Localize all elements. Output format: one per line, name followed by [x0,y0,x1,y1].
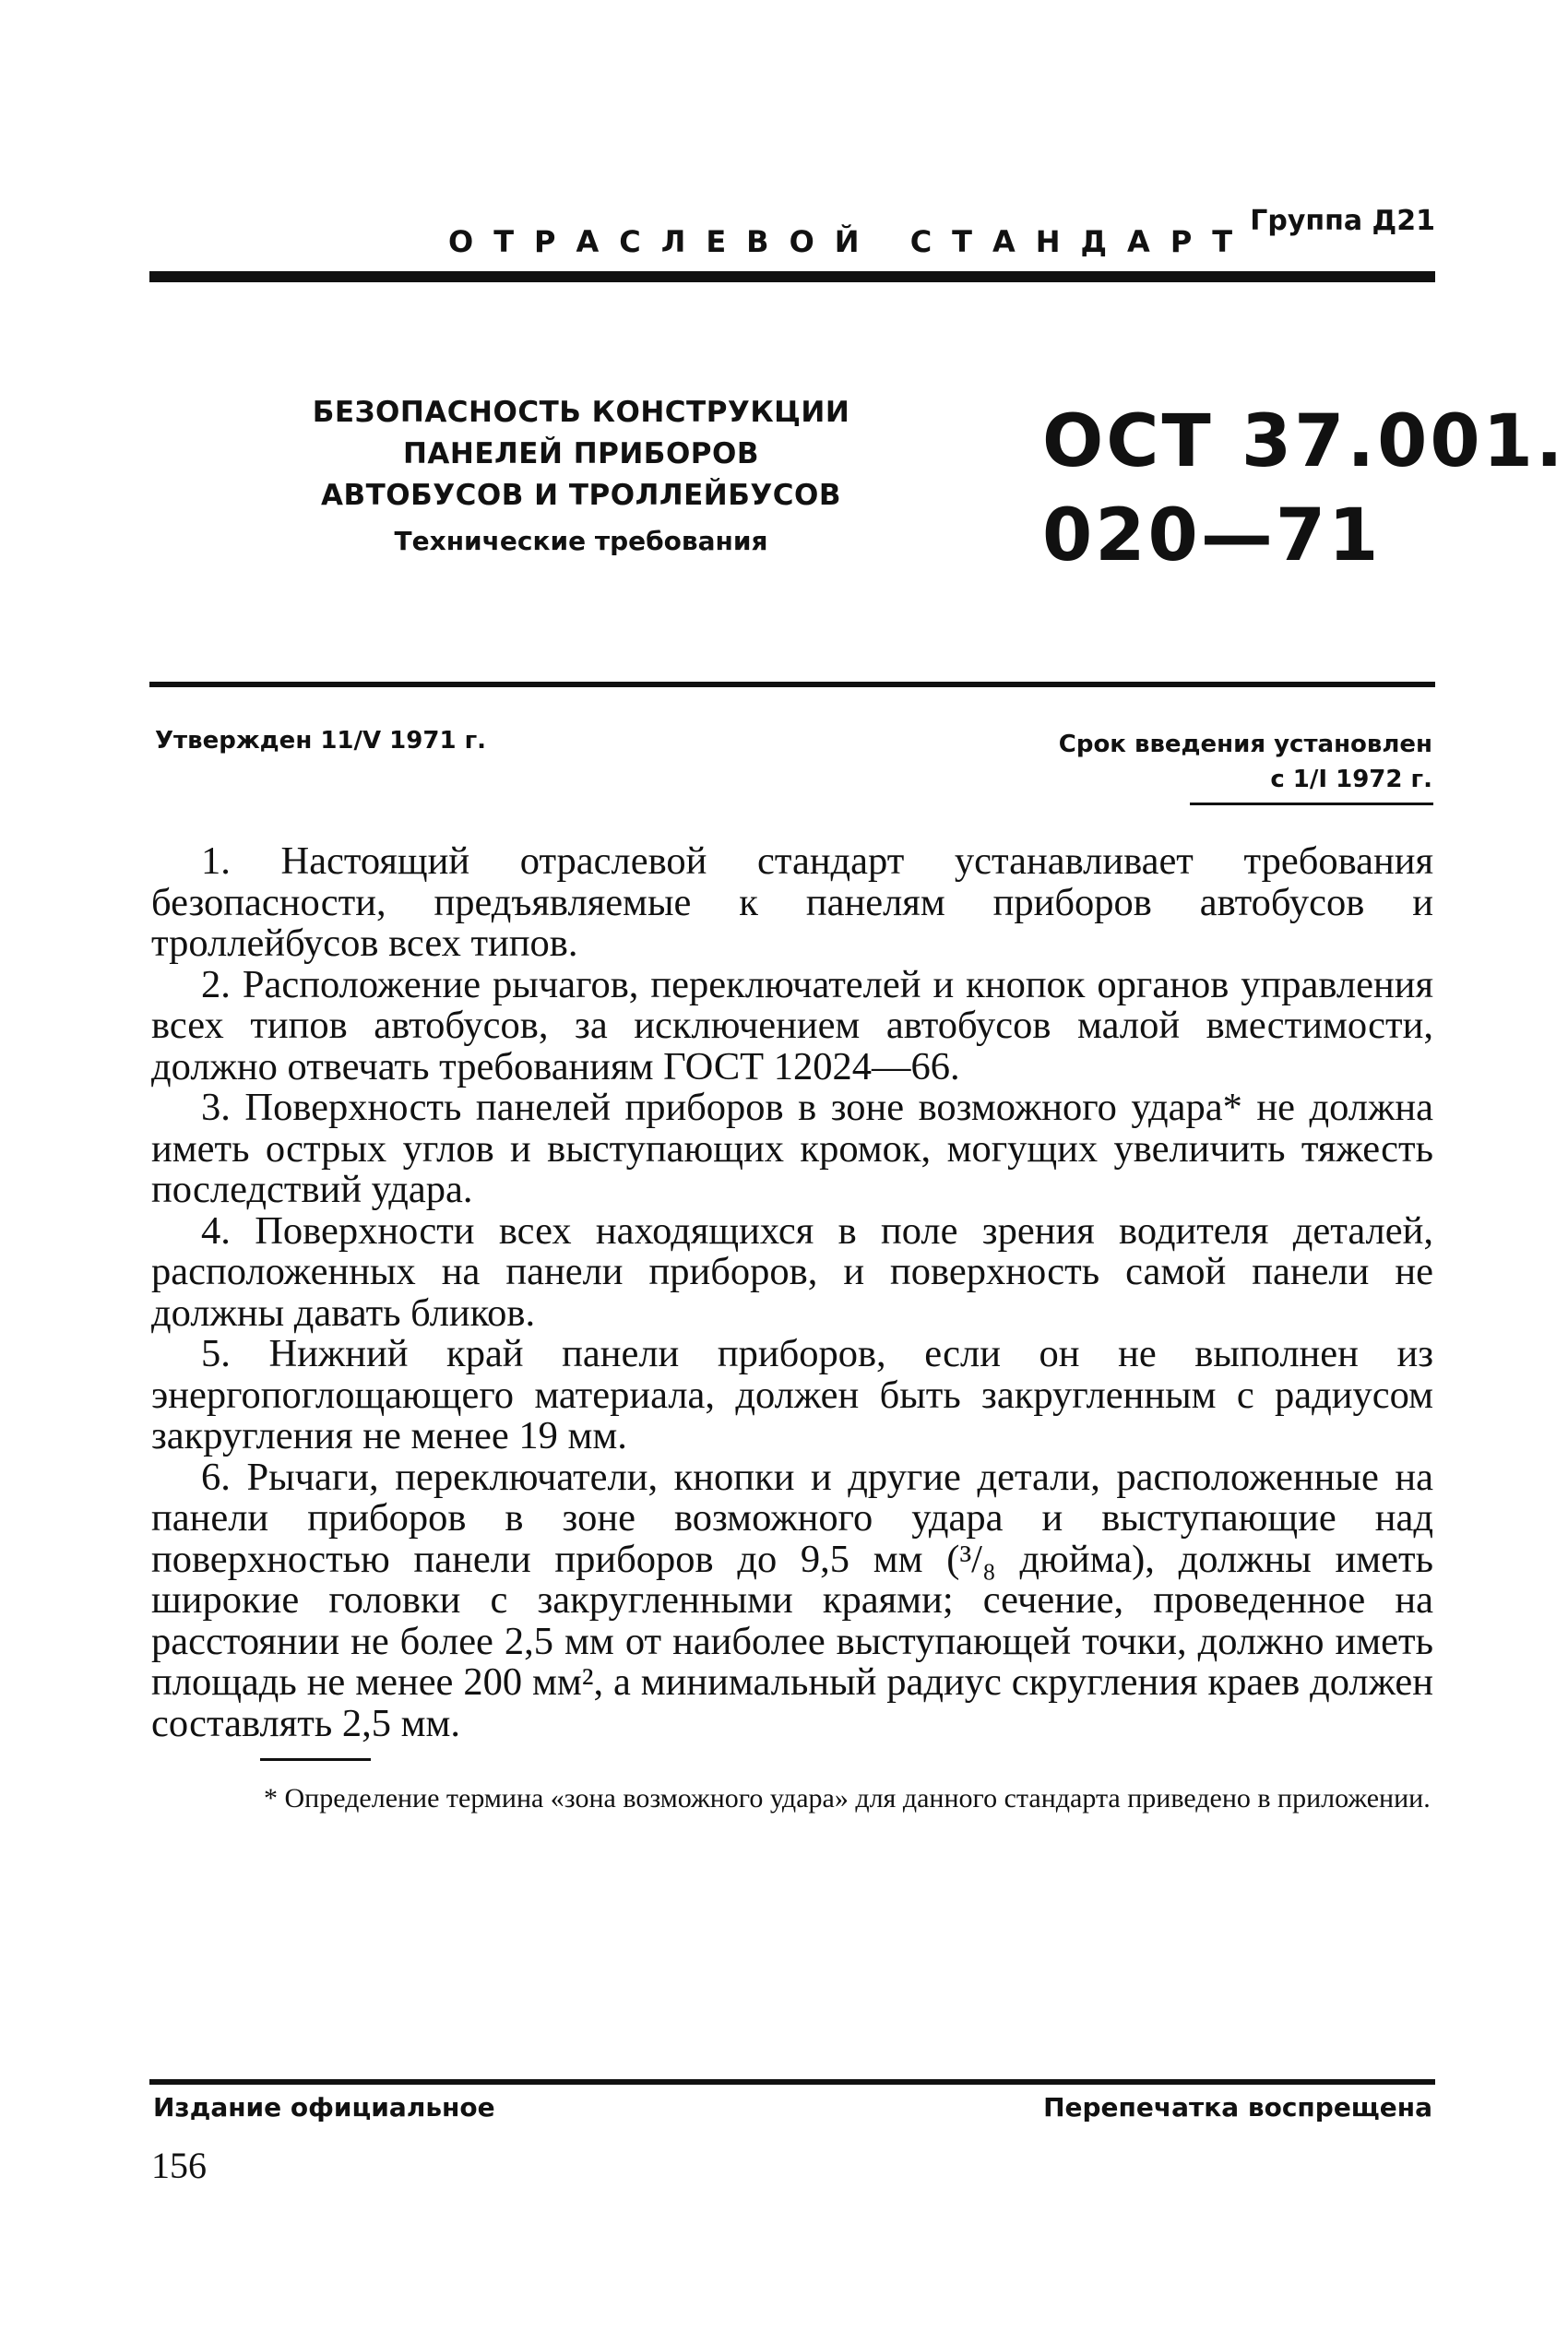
footnote: * Определение термина «зона возможного удара» для данного стандарта приведено в приложении. [264,1783,1431,1814]
standard-code-line-2: 020—71 [1042,494,1382,577]
effective-date-underline [1190,803,1433,805]
paragraph-5: 5. Нижний край панели приборов, если он не выполнен из энергопоглощающего материала, должен быть закругленным с радиусом закругления не менее 19 мм. [151,1332,1433,1457]
document-title [277,392,885,566]
title-line-2: ПАНЕЛЕЙ ПРИБОРОВ [402,437,759,470]
group-label: Группа Д21 [1250,205,1435,237]
effective-date-line-2: с 1/I 1972 г. [1270,766,1432,793]
effective-date [1059,727,1432,797]
standard-code [1042,395,1566,583]
paragraph-3: 3. Поверхность панелей приборов в зоне возможного удара* не должна иметь острых углов и выступающих кромок, могущих увеличить тяжесть последствий удара. [151,1086,1433,1211]
paragraph-6: 6. Рычаги, переключатели, кнопки и другие детали, расположенные на панели приборов в зоне возможного удара и выступающие над поверхностью панели приборов до 9,5 мм (³/₈ дюйма), должны иметь широкие головки с закругленными краями; сечение, проведенное на расстоянии не более 2,5 мм от наиболее выступающей точки, должно иметь площадь не менее 200 мм², а минимальный радиус скругления краев должен составлять 2,5 мм. [151,1455,1433,1745]
title-subtitle: Технические требования [394,526,768,556]
standard-type-heading: ОТРАСЛЕВОЙ СТАНДАРТ [448,224,1253,259]
paragraph-4: 4. Поверхности всех находящихся в поле зрения водителя деталей, расположенных на панели приборов, и поверхность самой панели не должны давать бликов. [151,1208,1433,1335]
page-number: 156 [151,2145,207,2186]
middle-divider [149,682,1435,687]
bottom-divider [149,2079,1435,2085]
body-text [151,841,1433,1744]
paragraph-1: 1. Настоящий отраслевой стандарт устанавливает требования безопасности, предъявляемые к панелям приборов автобусов и троллейбусов всех типов. [151,839,1433,965]
edition-label: Издание официальное [153,2092,495,2123]
top-divider [149,271,1435,282]
title-line-1: БЕЗОПАСНОСТЬ КОНСТРУКЦИИ [312,396,850,429]
effective-date-line-1: Срок введения установлен [1058,731,1432,758]
reprint-notice: Перепечатка воспрещена [1043,2092,1432,2123]
standard-code-line-1: ОСТ 37.001. [1042,400,1566,483]
title-line-3: АВТОБУСОВ И ТРОЛЛЕЙБУСОВ [320,479,841,512]
approval-date: Утвержден 11/V 1971 г. [155,727,487,755]
paragraph-2: 2. Расположение рычагов, переключателей и кнопок органов управления всех типов автобусов, за исключением автобусов малой вместимости, должно отвечать требованиям ГОСТ 12024—66. [151,962,1433,1088]
footnote-divider [260,1758,371,1761]
